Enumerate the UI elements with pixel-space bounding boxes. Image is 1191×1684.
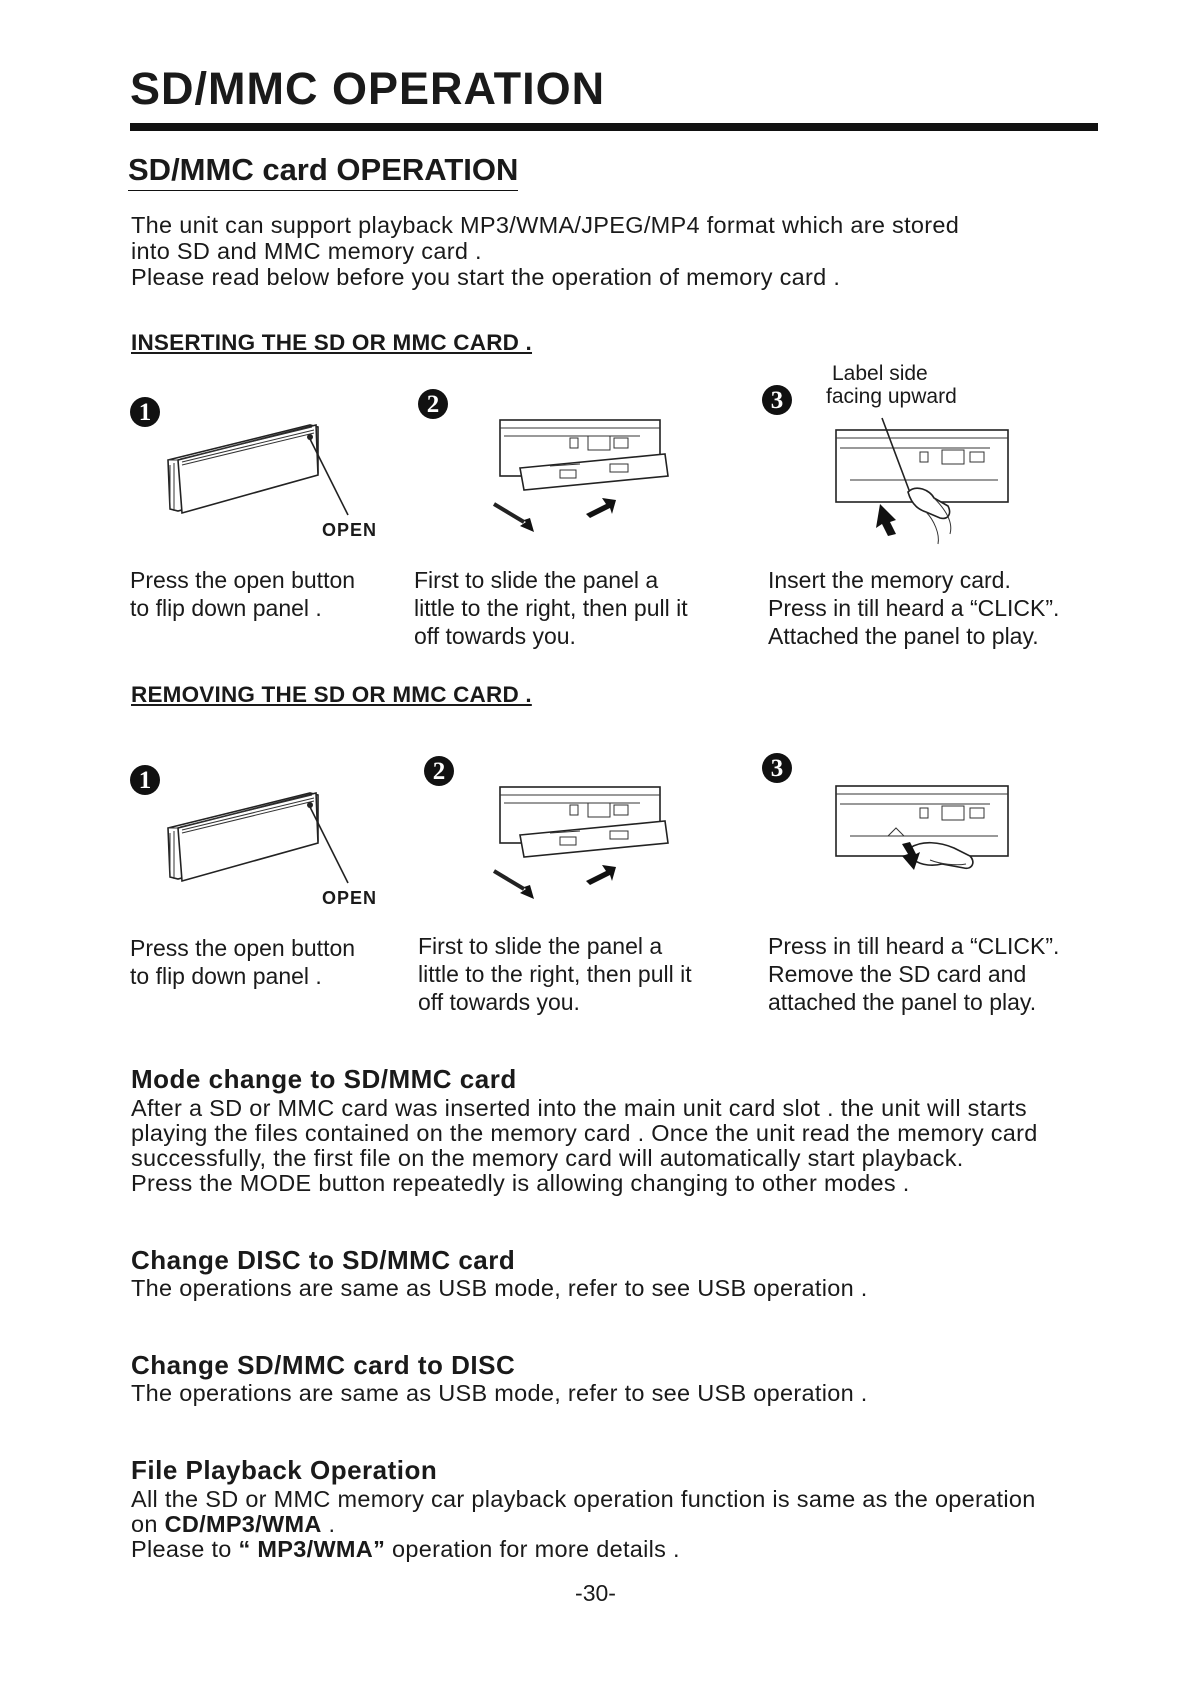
faceplate-illustration <box>160 415 360 525</box>
step-caption <box>414 566 688 650</box>
caption-line: off towards you. <box>418 989 580 1015</box>
step-caption <box>768 932 1059 1016</box>
mode-change-text <box>131 1096 1038 1196</box>
caption-line: to flip down panel . <box>130 963 322 989</box>
step-caption <box>130 566 355 622</box>
note-line: facing upward <box>826 385 957 408</box>
card-to-disc-heading: Change SD/MMC card to DISC <box>131 1350 516 1380</box>
step-caption <box>130 934 355 990</box>
text-span: . <box>321 1511 336 1537</box>
page-number: -30- <box>575 1580 616 1606</box>
step-2-badge: 2 <box>424 756 454 786</box>
bold-text: CD/MP3/WMA <box>164 1511 322 1537</box>
panel-slide-illustration <box>490 400 680 540</box>
bold-text: “ MP3/WMA” <box>238 1536 386 1562</box>
disc-to-card-text: The operations are same as USB mode, refer to see USB operation . <box>131 1275 868 1301</box>
page-title: SD/MMC OPERATION <box>130 63 606 114</box>
caption-line: attached the panel to play. <box>768 989 1037 1015</box>
caption-line: First to slide the panel a <box>418 933 663 959</box>
caption-line: to flip down panel . <box>130 595 322 621</box>
open-label: OPEN <box>322 520 378 540</box>
removing-heading: REMOVING THE SD OR MMC CARD . <box>131 682 532 707</box>
panel-slide-illustration <box>490 767 680 907</box>
caption-line: First to slide the panel a <box>414 567 659 593</box>
file-playback-text <box>131 1487 1036 1562</box>
step-3-badge: 3 <box>762 753 792 783</box>
title-rule <box>130 123 1098 131</box>
card-remove-illustration <box>830 770 1030 900</box>
text-line <box>131 1537 1036 1562</box>
caption-line: off towards you. <box>414 623 576 649</box>
card-insert-illustration <box>830 410 1030 550</box>
caption-line: little to the right, then pull it <box>414 595 688 621</box>
intro-line: into SD and MMC memory card . <box>131 238 482 264</box>
step-caption <box>418 932 692 1016</box>
caption-line: Attached the panel to play. <box>768 623 1039 649</box>
text-line: After a SD or MMC card was inserted into the main unit card slot . the unit will starts <box>131 1095 1027 1121</box>
caption-line: little to the right, then pull it <box>418 961 692 987</box>
text-span: operation for more details . <box>385 1536 680 1562</box>
faceplate-illustration <box>160 783 360 893</box>
step-3-badge: 3 <box>762 385 792 415</box>
step-1-badge: 1 <box>130 765 160 795</box>
disc-to-card-heading: Change DISC to SD/MMC card <box>131 1245 516 1275</box>
caption-line: Press the open button <box>130 567 356 593</box>
inserting-heading: INSERTING THE SD OR MMC CARD . <box>131 330 533 355</box>
text-span: on <box>131 1511 165 1537</box>
intro-line: Please read below before you start the operation of memory card . <box>131 264 841 290</box>
caption-line: Insert the memory card. <box>768 567 1011 593</box>
text-line: playing the files contained on the memory card . Once the unit read the memory card <box>131 1120 1038 1146</box>
label-side-note <box>826 362 957 408</box>
text-line: successfully, the first file on the memory card will automatically start playback. <box>131 1145 964 1171</box>
text-line: All the SD or MMC memory car playback operation function is same as the operation <box>131 1486 1036 1512</box>
text-span: Please to <box>131 1536 239 1562</box>
card-to-disc-text: The operations are same as USB mode, refer to see USB operation . <box>131 1380 868 1406</box>
step-caption <box>768 566 1059 650</box>
note-line: Label side <box>832 362 928 385</box>
caption-line: Press the open button <box>130 935 356 961</box>
file-playback-heading: File Playback Operation <box>131 1455 438 1485</box>
step-2-badge: 2 <box>418 389 448 419</box>
mode-change-heading: Mode change to SD/MMC card <box>131 1064 517 1094</box>
section-subtitle: SD/MMC card OPERATION <box>128 152 518 191</box>
text-line: Press the MODE button repeatedly is allowing changing to other modes . <box>131 1170 910 1196</box>
caption-line: Press in till heard a “CLICK”. <box>768 933 1060 959</box>
open-label: OPEN <box>322 888 378 908</box>
step-1-badge: 1 <box>130 397 160 427</box>
intro-paragraph <box>131 212 959 290</box>
text-line <box>131 1512 1036 1537</box>
caption-line: Remove the SD card and <box>768 961 1027 987</box>
caption-line: Press in till heard a “CLICK”. <box>768 595 1060 621</box>
intro-line: The unit can support playback MP3/WMA/JPEG/MP4 format which are stored <box>131 212 960 238</box>
